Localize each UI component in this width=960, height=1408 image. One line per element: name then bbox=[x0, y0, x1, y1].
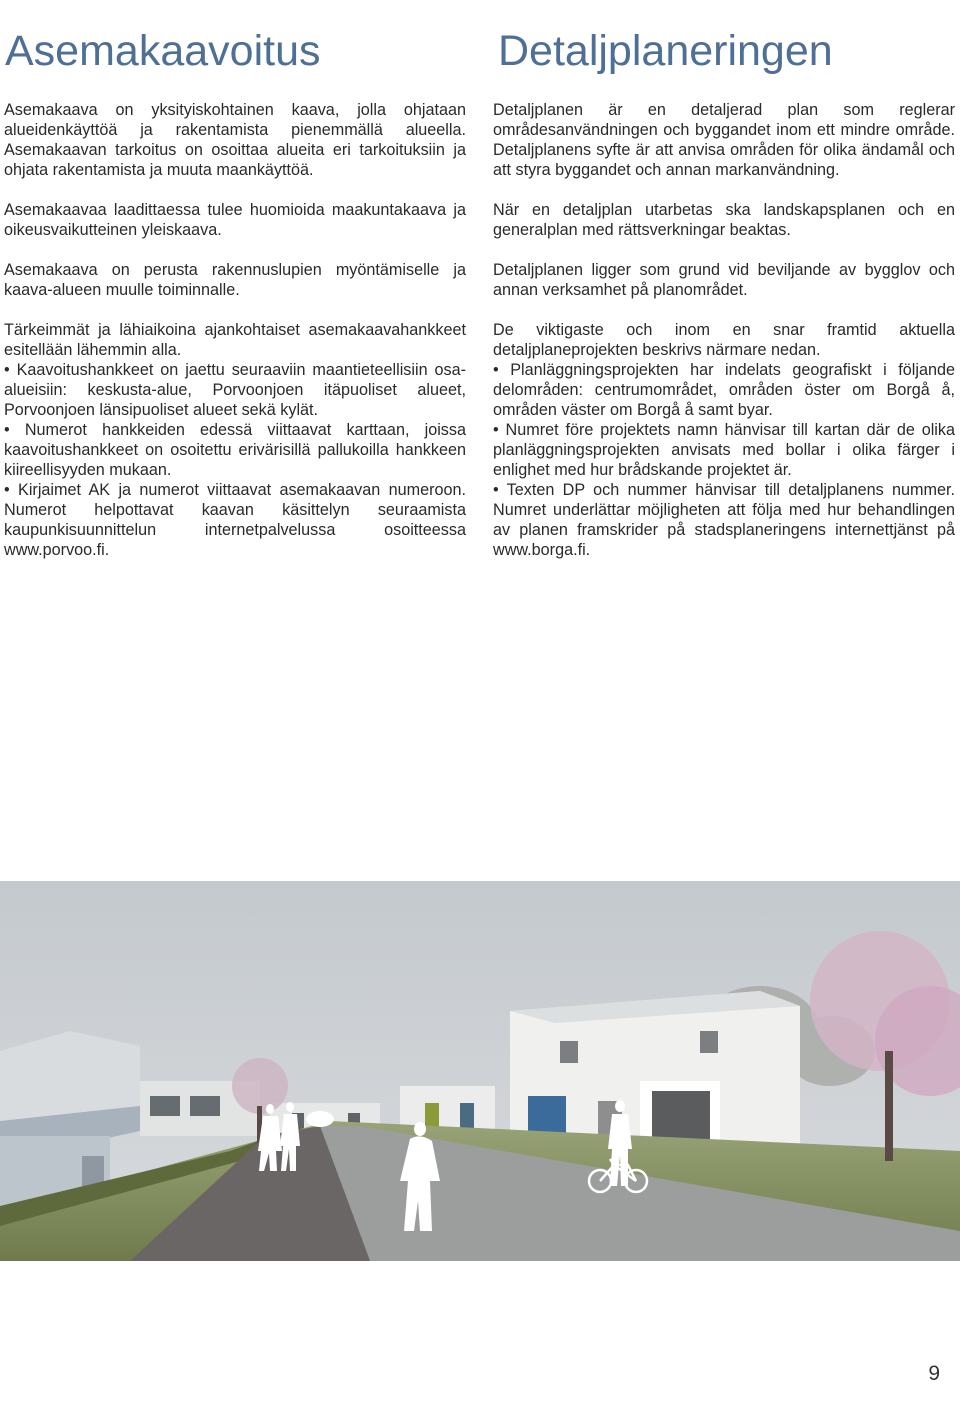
sv-paragraph-intro: Detaljplanen är en detaljerad plan som reglerar områdesanvändningen och byggandet inom ett mindre område. Detaljplanens syfte är att anvisa områden för olika ändamål och att styra byggandet och annan markanvändning. bbox=[493, 101, 955, 179]
fi-paragraph-intro: Asemakaava on yksityiskohtainen kaava, jolla ohjataan alueidenkäyttöä ja rakentamista pienemmällä alueella. Asemakaavan tarkoitus on osoittaa alueita eri tarkoituksiin ja ohjata rakentamista ja muuta maankäyttöä. bbox=[4, 101, 466, 179]
sv-bullet-letters: • Texten DP och nummer hänvisar till detaljplanens nummer. Numret underlättar möjligheten att följa med hur behandlingen av planen framskrider på stadsplaneringens internettjänst på www.borga.fi. bbox=[493, 481, 955, 559]
sv-bullet-numbers: • Numret före projektets namn hänvisar till kartan där de olika planläggningsprojekten anvisats med bollar i olika färger i enlighet med hur brådskande projektet är. bbox=[493, 421, 955, 479]
fi-paragraph-projects-intro: Tärkeimmät ja lähiaikoina ajankohtaiset asemakaavahankkeet esitellään lähemmin alla. bbox=[4, 321, 466, 359]
fi-paragraph-regional-plan: Asemakaavaa laadittaessa tulee huomioida maakuntakaava ja oikeusvaikutteinen yleiskaava. bbox=[4, 201, 466, 239]
residential-street-rendering bbox=[0, 881, 960, 1261]
page-number: 9 bbox=[928, 1362, 940, 1385]
page-title-swedish: Detaljplaneringen bbox=[498, 26, 833, 75]
swedish-column bbox=[493, 100, 955, 560]
sv-paragraph-projects-intro: De viktigaste och inom en snar framtid aktuella detaljplaneprojekten beskrivs närmare nedan. bbox=[493, 321, 955, 359]
fi-bullet-letters: • Kirjaimet AK ja numerot viittaavat asemakaavan numeroon. Numerot helpottavat kaavan käsittelyn seuraamista kaupunkisuunnittelun internetpalvelussa osoitteessa www.porvoo.fi. bbox=[4, 481, 466, 559]
sv-bullet-areas: • Planläggningsprojekten har indelats geografiskt i följande delområden: centrumområdet, områden öster om Borgå å, områden väster om Borgå å samt byar. bbox=[493, 361, 955, 419]
finnish-column bbox=[4, 100, 466, 560]
page-title-finnish: Asemakaavoitus bbox=[5, 26, 321, 75]
sv-paragraph-building-permits: Detaljplanen ligger som grund vid beviljande av bygglov och annan verksamhet på planområdet. bbox=[493, 261, 955, 299]
sv-paragraph-regional-plan: När en detaljplan utarbetas ska landskapsplanen och en generalplan med rättsverkningar beaktas. bbox=[493, 201, 955, 239]
fi-bullet-areas: • Kaavoitushankkeet on jaettu seuraaviin maantieteellisiin osa-alueisiin: keskusta-alue, Porvoonjoen itäpuoliset alueet, Porvoonjoen länsipuoliset alueet sekä kylät. bbox=[4, 361, 466, 419]
fi-paragraph-building-permits: Asemakaava on perusta rakennuslupien myöntämiselle ja kaava-alueen muulle toiminnalle. bbox=[4, 261, 466, 299]
fi-bullet-numbers: • Numerot hankkeiden edessä viittaavat karttaan, joissa kaavoitushankkeet on osoitettu erivärisillä pallukoilla hankkeen kiireellisyyden mukaan. bbox=[4, 421, 466, 479]
